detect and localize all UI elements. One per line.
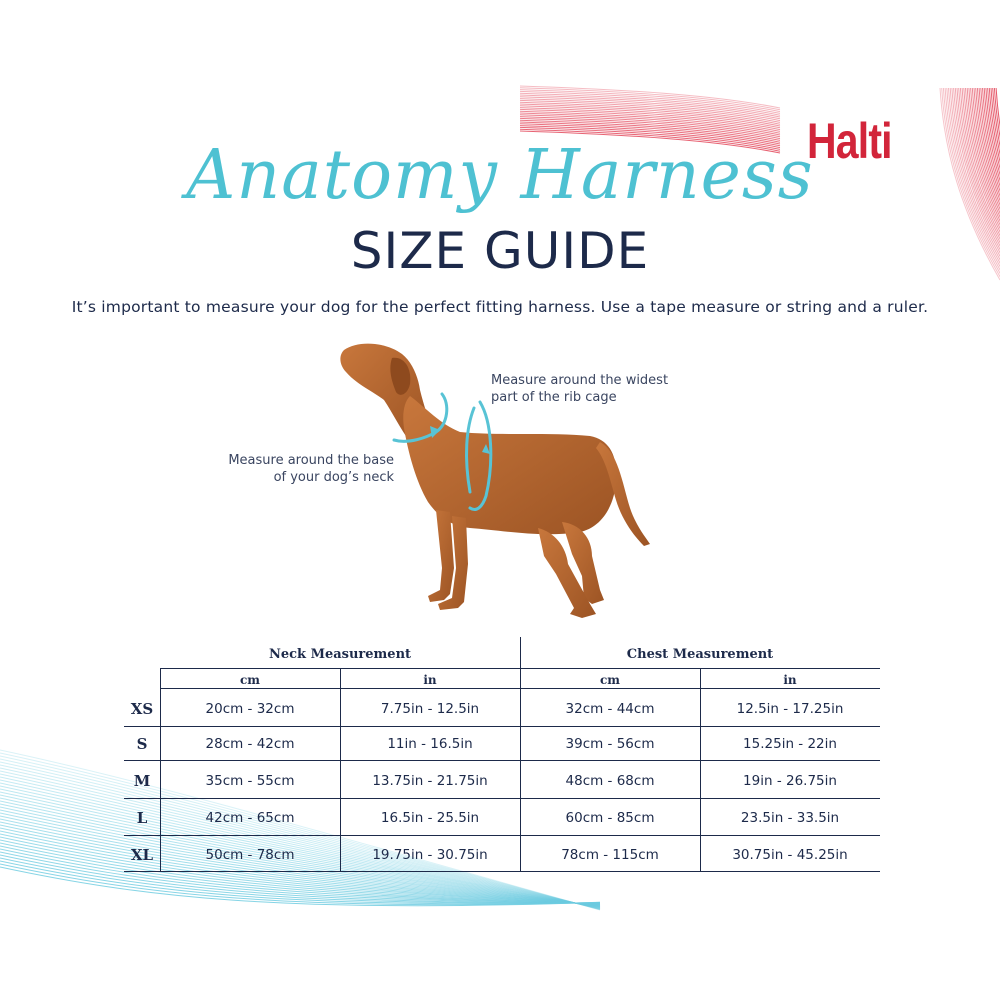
table-cell: 7.75in - 12.5in bbox=[380, 701, 480, 717]
size-label-xl: XL bbox=[130, 846, 154, 864]
table-cell: 13.75in - 21.75in bbox=[372, 773, 488, 789]
table-divider bbox=[160, 668, 161, 871]
table-cell: 30.75in - 45.25in bbox=[732, 847, 848, 863]
table-divider bbox=[124, 835, 880, 836]
table-cell: 16.5in - 25.5in bbox=[380, 810, 480, 826]
title-script: Anatomy Harness bbox=[186, 136, 814, 215]
table-divider bbox=[520, 637, 521, 871]
table-divider bbox=[124, 760, 880, 761]
unit-header-chest-cm: cm bbox=[599, 673, 620, 687]
table-cell: 11in - 16.5in bbox=[387, 736, 473, 752]
table-cell: 35cm - 55cm bbox=[205, 773, 295, 789]
table-divider bbox=[124, 726, 880, 727]
unit-header-neck-in: in bbox=[423, 673, 437, 687]
chest-callout-line-2: part of the rib cage bbox=[491, 390, 617, 405]
table-cell: 19.75in - 30.75in bbox=[372, 847, 488, 863]
table-cell: 60cm - 85cm bbox=[565, 810, 655, 826]
table-cell: 23.5in - 33.5in bbox=[740, 810, 840, 826]
table-cell: 15.25in - 22in bbox=[743, 736, 837, 752]
size-table bbox=[124, 637, 880, 877]
page-title: SIZE GUIDE bbox=[350, 222, 650, 280]
table-cell: 32cm - 44cm bbox=[565, 701, 655, 717]
table-cell: 39cm - 56cm bbox=[565, 736, 655, 752]
table-divider bbox=[340, 668, 341, 871]
table-cell: 42cm - 65cm bbox=[205, 810, 295, 826]
table-divider bbox=[700, 668, 701, 871]
table-cell: 78cm - 115cm bbox=[561, 847, 659, 863]
unit-header-chest-in: in bbox=[783, 673, 797, 687]
brand-logo: Halti bbox=[807, 113, 892, 169]
chest-measurement-header: Chest Measurement bbox=[626, 647, 774, 662]
chest-callout bbox=[491, 372, 668, 406]
unit-header-neck-cm: cm bbox=[239, 673, 260, 687]
size-label-s: S bbox=[136, 735, 148, 753]
table-divider bbox=[124, 871, 880, 872]
table-cell: 19in - 26.75in bbox=[743, 773, 837, 789]
size-label-l: L bbox=[136, 809, 148, 827]
table-cell: 20cm - 32cm bbox=[205, 701, 295, 717]
size-label-xs: XS bbox=[130, 700, 154, 718]
table-cell: 12.5in - 17.25in bbox=[736, 701, 844, 717]
neck-callout-line-1: Measure around the base bbox=[228, 453, 394, 468]
neck-callout-line-2: of your dog’s neck bbox=[273, 470, 394, 485]
chest-callout-line-1: Measure around the widest bbox=[491, 373, 669, 388]
neck-callout bbox=[228, 452, 394, 486]
table-cell: 48cm - 68cm bbox=[565, 773, 655, 789]
table-cell: 28cm - 42cm bbox=[205, 736, 295, 752]
intro-text: It’s important to measure your dog for the perfect fitting harness. Use a tape measure or string and a ruler. bbox=[71, 298, 929, 316]
size-label-m: M bbox=[133, 772, 151, 790]
table-divider bbox=[124, 798, 880, 799]
table-cell: 50cm - 78cm bbox=[205, 847, 295, 863]
neck-measurement-header: Neck Measurement bbox=[268, 647, 412, 662]
